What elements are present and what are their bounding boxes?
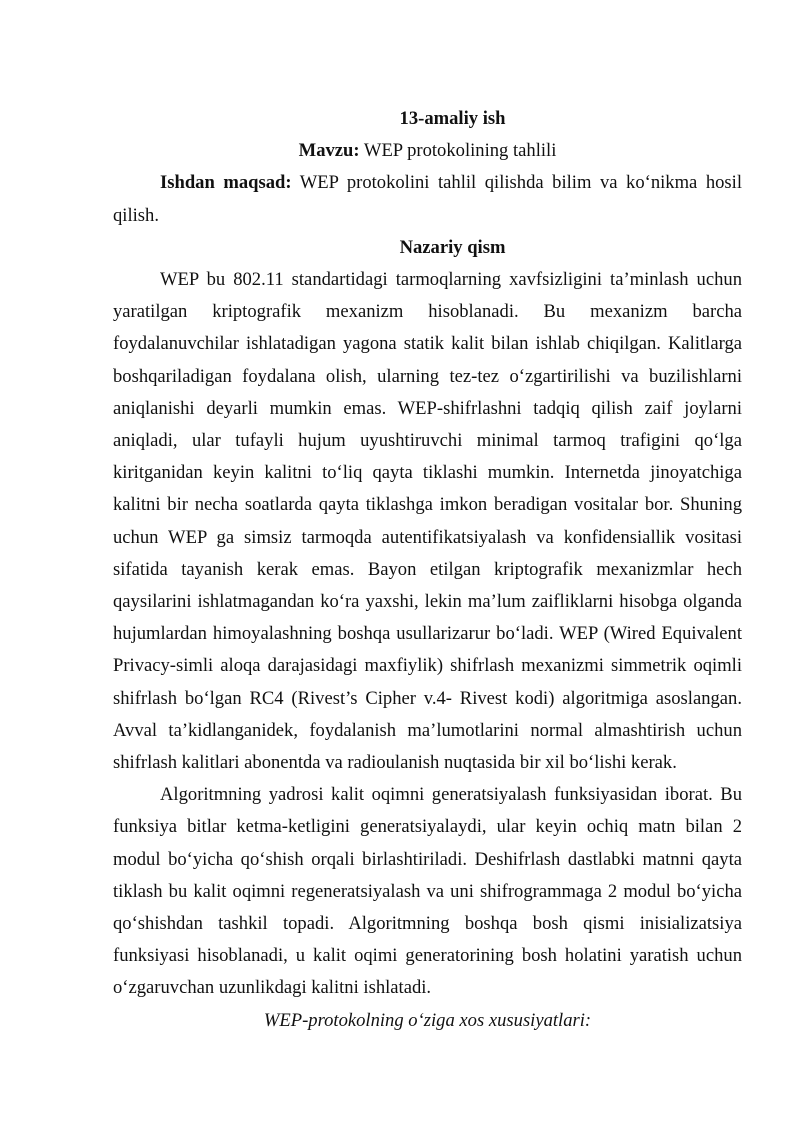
section-title: Nazariy qism xyxy=(399,236,506,258)
features-heading: WEP-protokolning o‘ziga xos xususiyatlari: xyxy=(263,1009,592,1031)
theory-paragraph-2: Algoritmning yadrosi kalit oqimni generatsiyalash funksiyasidan iborat. Bu funksiya bitlar ketma-ketligini generatsiyalaydi, ular keyin ochiq matn bilan 2 modul bo‘yicha qo‘shish orqali birlashtiriladi. Deshifrlash dastlabki matnni qayta tiklash bu kalit oqimni regeneratsiyalash va uni shifrogrammaga 2 modul bo‘yicha qo‘shishdan tashkil topadi. Algoritmning boshqa bosh qismi inisializatsiya funksiyasi hisoblanadi, u kalit oqimi generatorining bosh holatini yaratish uchun o‘zgaruvchan uzunlikdagi kalitni ishlatadi. xyxy=(113,784,742,999)
purpose-text: WEP protokolini tahlil qilishda bilim va ko‘nikma hosil qilish. xyxy=(113,172,742,226)
document-body xyxy=(113,103,742,1037)
purpose-paragraph xyxy=(113,167,742,231)
theory-paragraph-1: WEP bu 802.11 standartidagi tarmoqlarning xavfsizligini ta’minlash uchun yaratilgan kriptografik mexanizm hisoblanadi. Bu mexanizm barcha foydalanuvchilar ishlatadigan yagona statik kalit bilan ishlab chiqilgan. Kalitlarga boshqariladigan foydalana olish, ularning tez-tez o‘zgartirilishi va buzilishlarni aniqlanishi deyarli mumkin emas. WEP-shifrlashni tadqiq qilish zaif joylarni aniqladi, ular tufayli hujum uyushtiruvchi minimal tarmoq trafigini qo‘lga kiritganidan keyin kalitni to‘liq qayta tiklashi mumkin. Internetda jinoyatchiga kalitni bir necha soatlarda qayta tiklashga imkon beradigan vositalar bor. Shuning uchun WEP ga simsiz tarmoqda autentifikatsiyalash va konfidensiallik vositasi sifatida tayanish kerak emas. Bayon etilgan kriptografik mexanizmlar hech qaysilarini ishlatmagandan ko‘ra yaxshi, lekin ma’lum zaifliklarni hisobga olganda hujumlardan himoyalashning boshqa usullarizarur bo‘ladi. WEP (Wired Equivalent Privacy-simli aloqa darajasidagi maxfiylik) shifrlash mexanizmi simmetrik oqimli shifrlash bo‘lgan RC4 (Rivest’s Cipher v.4- Rivest kodi) algoritmiga asoslangan. Avval ta’kidlanganidek, foydalanish ma’lumotlarini normal almashtirish uchun shifrlash kalitlari abonentda va radioulanish nuqtasida bir xil bo‘lishi kerak. xyxy=(113,269,742,774)
subject-label: Mavzu: xyxy=(298,140,360,162)
purpose-label: Ishdan maqsad: xyxy=(160,172,292,194)
subject-text: WEP protokolining tahlili xyxy=(359,140,557,162)
document-subject xyxy=(113,135,742,167)
document-title: 13-amaliy ish xyxy=(399,108,506,129)
